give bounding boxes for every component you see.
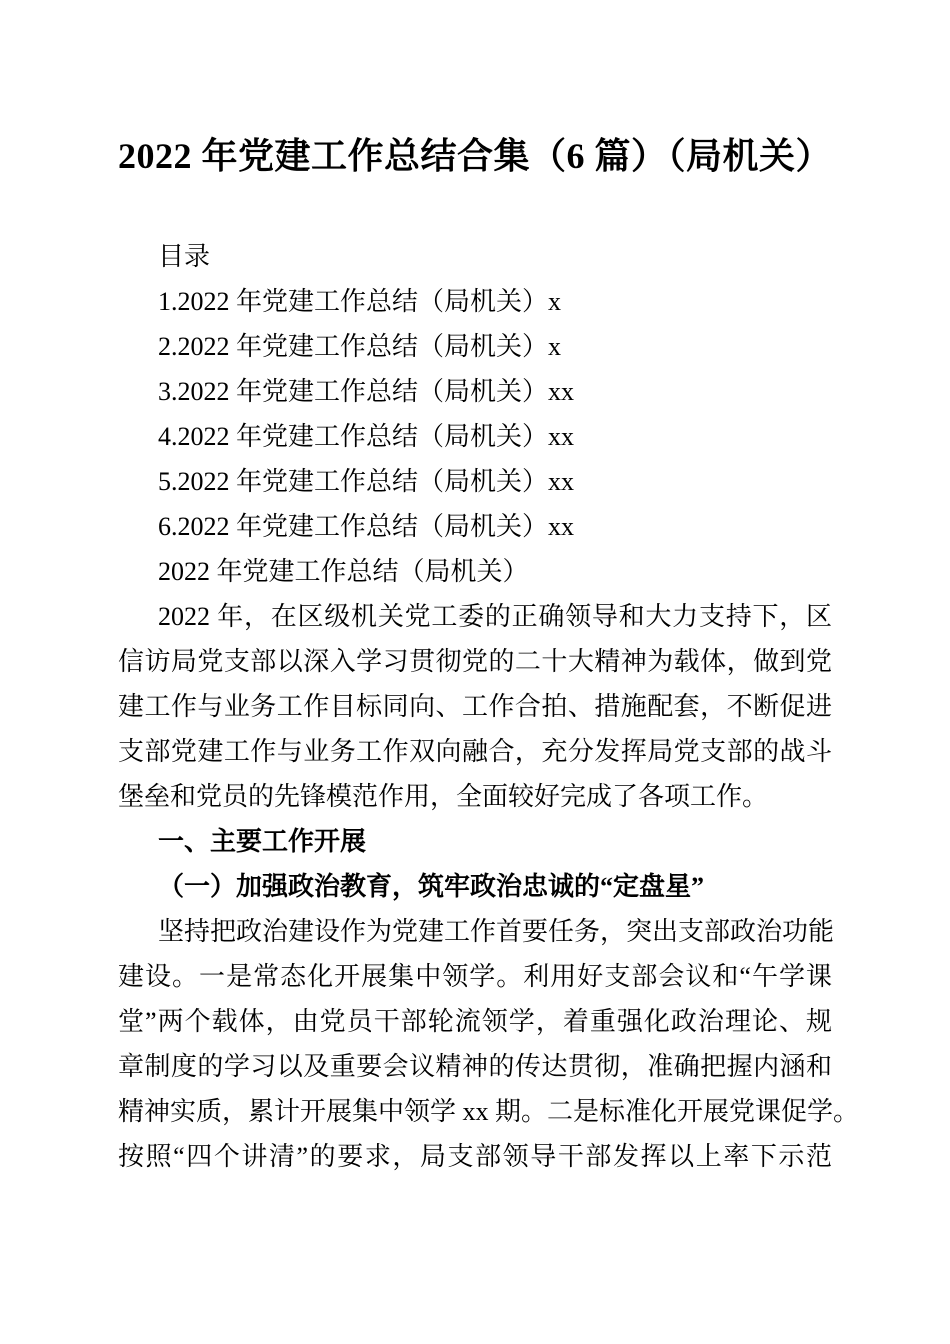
toc-label: 目录 — [158, 242, 211, 271]
intro-paragraph-line-2: 信访局党支部以深入学习贯彻党的二十大精神为载体，做到党 — [118, 647, 832, 676]
document-title: 2022 年党建工作总结合集（6 篇）（局机关） — [118, 136, 833, 176]
toc-item-4: 4.2022 年党建工作总结（局机关）xx — [158, 422, 575, 451]
intro-paragraph-line-5: 堡垒和党员的先锋模范作用，全面较好完成了各项工作。 — [118, 782, 769, 811]
heading-main-work: 一、主要工作开展 — [158, 826, 367, 856]
body-paragraph-line-2: 建设。一是常态化开展集中领学。利用好支部会议和“午学课 — [118, 962, 832, 991]
body-paragraph-line-3: 堂”两个载体，由党员干部轮流领学，着重强化政治理论、规 — [118, 1007, 832, 1036]
intro-paragraph-line-4: 支部党建工作与业务工作双向融合，充分发挥局党支部的战斗 — [118, 737, 832, 766]
body-paragraph-line-4: 章制度的学习以及重要会议精神的传达贯彻，准确把握内涵和 — [118, 1052, 832, 1081]
toc-item-3: 3.2022 年党建工作总结（局机关）xx — [158, 377, 575, 406]
toc-item-1: 1.2022 年党建工作总结（局机关）x — [158, 287, 562, 316]
intro-paragraph-line-3: 建工作与业务工作目标同向、工作合拍、措施配套，不断促进 — [118, 692, 832, 721]
body-paragraph-line-5: 精神实质，累计开展集中领学 xx 期。二是标准化开展党课促学。 — [118, 1097, 860, 1126]
intro-paragraph-line-1: 2022 年，在区级机关党工委的正确领导和大力支持下，区 — [158, 602, 832, 631]
subheading-political-education: （一）加强政治教育，筑牢政治忠诚的“定盘星” — [158, 872, 705, 901]
toc-item-2: 2.2022 年党建工作总结（局机关）x — [158, 332, 562, 361]
body-paragraph-line-6: 按照“四个讲清”的要求，局支部领导干部发挥以上率下示范 — [118, 1142, 832, 1171]
toc-item-6: 6.2022 年党建工作总结（局机关）xx — [158, 512, 575, 541]
section-title: 2022 年党建工作总结（局机关） — [158, 557, 529, 586]
toc-item-5: 5.2022 年党建工作总结（局机关）xx — [158, 467, 575, 496]
document-body — [118, 234, 860, 1179]
body-paragraph-line-1: 坚持把政治建设作为党建工作首要任务，突出支部政治功能 — [158, 917, 835, 946]
